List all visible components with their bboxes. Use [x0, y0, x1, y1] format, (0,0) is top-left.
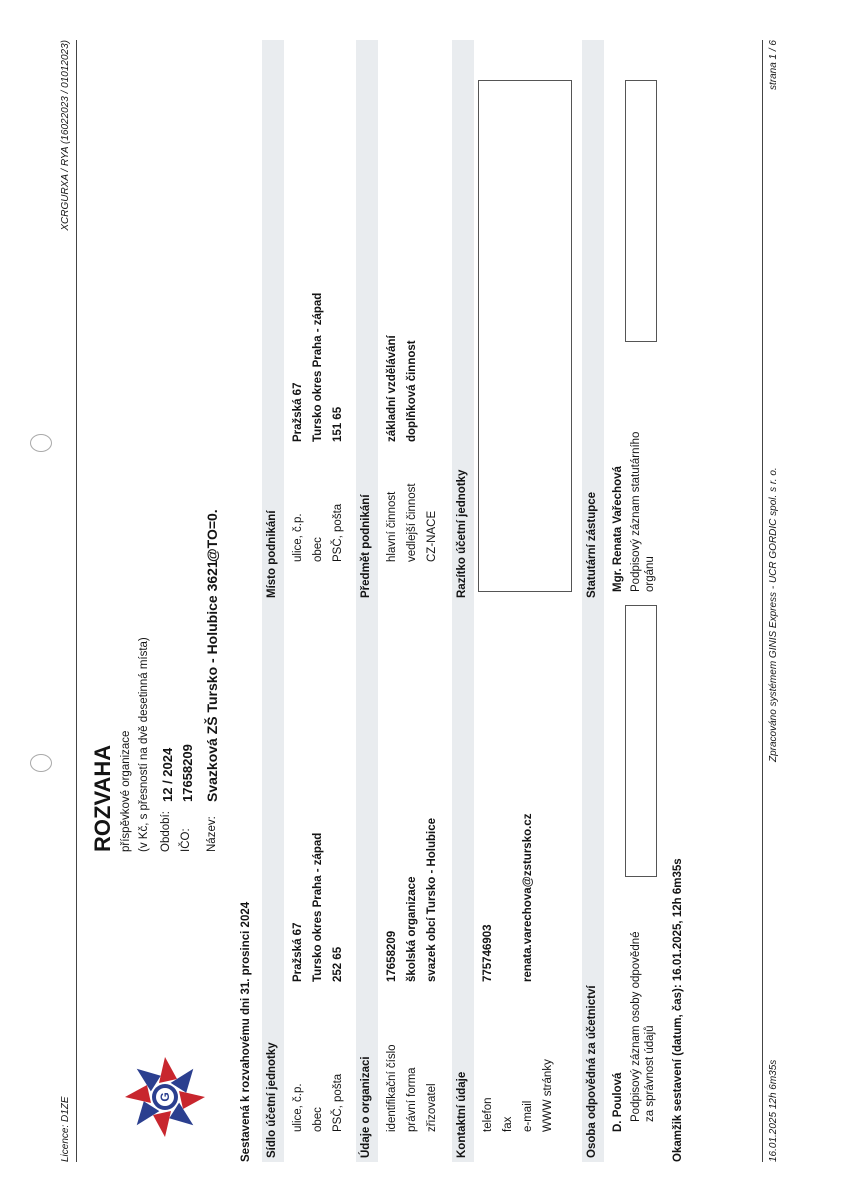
stamp-box	[478, 80, 572, 592]
bs-secondary-label: vedlejší činnost	[406, 483, 418, 562]
seat-town-value: Tursko okres Praha - západ	[312, 832, 324, 982]
org-form-value: školská organizace	[406, 876, 418, 982]
seat-zip-label: PSČ, pošta	[332, 1073, 344, 1132]
org-info-heading: Údaje o organizaci	[360, 1056, 372, 1158]
seat-street-label: ulice, č.p.	[292, 1083, 304, 1132]
email-value: renata.varechova@zstursko.cz	[522, 813, 534, 982]
statutory-name: Mgr. Renata Vařechová	[612, 466, 624, 592]
org-id-value: 17658209	[386, 930, 398, 982]
web-label: WWW stránky	[542, 1059, 554, 1132]
accounting-heading: Osoba odpovědná za účetnictví	[586, 985, 598, 1158]
bp-street-label: ulice, č.p.	[292, 513, 304, 562]
bp-town-label: obec	[312, 537, 324, 562]
accounting-sig-label-1: Podpisový záznam osoby odpovědné	[630, 931, 642, 1122]
stamp-heading: Razítko účetní jednotky	[456, 469, 468, 598]
period-value: 12 / 2024	[160, 747, 175, 802]
punch-hole	[30, 754, 52, 772]
accounting-signature-box	[625, 605, 657, 877]
bp-zip-value: 151 65	[332, 406, 344, 442]
footer-page-number: strana 1 / 6	[768, 40, 779, 91]
phone-label: telefon	[482, 1097, 494, 1132]
seat-zip-value: 252 65	[332, 946, 344, 982]
section-band	[452, 40, 474, 1162]
document-subtitle: příspěvkové organizace	[120, 730, 132, 852]
ico-label: IČO:	[180, 828, 192, 852]
to-code: @TO=0.	[204, 509, 220, 562]
business-place-heading: Místo podnikání	[266, 510, 278, 598]
top-rule	[76, 40, 77, 1162]
footer-rule	[762, 40, 763, 1162]
phone-value: 775746903	[482, 924, 494, 982]
org-founder-label: zřizovatel	[426, 1083, 438, 1132]
statutory-sig-label-1: Podpisový záznam statutárního	[630, 431, 642, 592]
bp-street-value: Pražská 67	[292, 382, 304, 442]
licence-text: Licence: D1ZE	[60, 1096, 71, 1162]
footer-processed-by: Zpracováno systémem GINIS Express - UCR GORDIC spol. s r. o.	[768, 467, 779, 762]
fax-label: fax	[502, 1116, 514, 1132]
org-form-label: právní forma	[406, 1067, 418, 1132]
section-band	[356, 40, 378, 1162]
statutory-heading: Statutární zástupce	[586, 491, 598, 598]
units-note: (v Kč, s přesností na dvě desetinná místa)	[138, 637, 150, 852]
section-band	[262, 40, 284, 1162]
name-label: Název:	[206, 816, 218, 852]
business-subject-heading: Předmět podnikání	[360, 494, 372, 598]
email-label: e-mail	[522, 1100, 534, 1132]
contacts-heading: Kontaktní údaje	[456, 1071, 468, 1158]
svg-text:G: G	[158, 1092, 172, 1102]
org-id-label: identifikační číslo	[386, 1044, 398, 1132]
ico-value: 17658209	[180, 744, 195, 802]
form-code: XCRGURXA / RYA (16022023 / 01012023)	[60, 40, 71, 231]
bs-main-value: základní vzdělávání	[386, 335, 398, 442]
as-of-date: Sestavená k rozvahovému dni 31. prosinci 2024	[240, 901, 252, 1162]
seat-street-value: Pražská 67	[292, 922, 304, 982]
accounting-name: D. Poulová	[612, 1072, 624, 1132]
seat-town-label: obec	[312, 1107, 324, 1132]
document-title: ROZVAHA	[90, 744, 115, 852]
bp-town-value: Tursko okres Praha - západ	[312, 292, 324, 442]
punch-hole	[30, 434, 52, 452]
statutory-signature-box	[625, 80, 657, 342]
bs-secondary-value: doplňková činnost	[406, 340, 418, 442]
accounting-sig-label-2: za správnost údajů	[644, 1025, 656, 1122]
footer-timestamp: 16.01.2025 12h 6m35s	[768, 1059, 779, 1162]
org-founder-value: svazek obcí Tursko - Holubice	[426, 817, 438, 982]
bs-nace-label: CZ-NACE	[426, 510, 438, 562]
name-value: Svazková ZŠ Tursko - Holubice 3621	[204, 560, 220, 802]
gordic-logo	[120, 1052, 210, 1142]
bs-main-label: hlavní činnost	[386, 491, 398, 562]
seat-heading: Sídlo účetní jednotky	[266, 1042, 278, 1158]
statutory-sig-label-2: orgánu	[644, 556, 656, 592]
bp-zip-label: PSČ, pošta	[332, 503, 344, 562]
compiled-timestamp: Okamžik sestavení (datum, čas): 16.01.2025, 12h 6m35s	[672, 858, 684, 1162]
period-label: Období:	[160, 811, 172, 852]
